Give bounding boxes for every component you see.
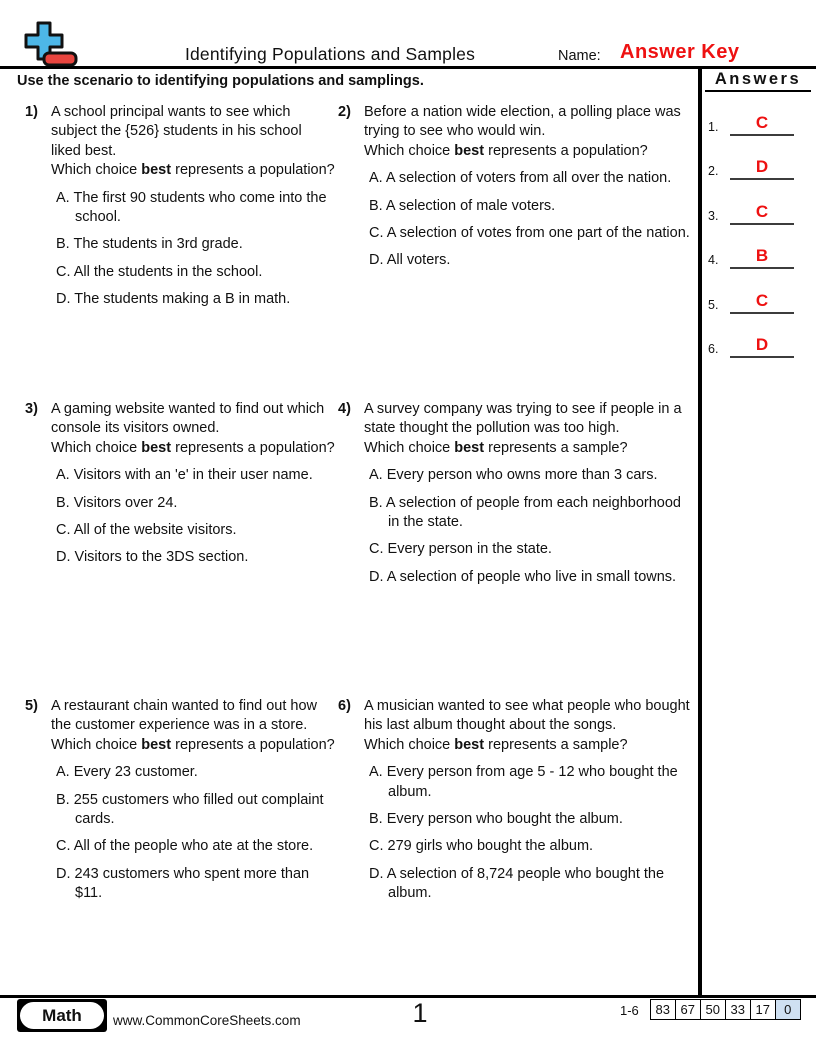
- question-number: 6): [338, 698, 351, 714]
- choice-b: B. Every person who bought the album.: [369, 811, 623, 828]
- prompt-post: represents a sample?: [484, 736, 628, 753]
- question-number: 3): [25, 401, 38, 417]
- choice-list: [364, 763, 696, 903]
- score-range-label: 1-6: [620, 1003, 639, 1018]
- choice-c: C. All of the people who ate at the store.: [56, 838, 314, 855]
- score-strip: [651, 999, 801, 1020]
- prompt-post: represents a population?: [171, 439, 335, 456]
- choice-b: B. The students in 3rd grade.: [56, 236, 243, 253]
- answer-item-5: [708, 290, 794, 314]
- score-cell: 50: [700, 999, 727, 1020]
- question-number: 2): [338, 104, 351, 120]
- answer-number: 3.: [708, 209, 719, 223]
- question-2: [338, 103, 697, 400]
- prompt-bold: best: [141, 439, 172, 456]
- choice-d: D. 243 customers who spent more than $11.: [56, 865, 310, 902]
- math-brand-label: Math: [20, 1002, 104, 1029]
- score-cell: 33: [725, 999, 752, 1020]
- choice-a: A. Every person who owns more than 3 cars.: [369, 467, 658, 484]
- question-prompt: [51, 736, 335, 755]
- question-scenario: A school principal wants to see which subject the {526} students in his school liked best.: [51, 104, 302, 159]
- question-scenario: Before a nation wide election, a polling place was trying to see who would win.: [364, 104, 681, 140]
- choice-c: C. All the students in the school.: [56, 263, 263, 280]
- answer-item-1: [708, 112, 794, 136]
- question-3: [25, 400, 338, 697]
- answer-number: 6.: [708, 342, 719, 356]
- answer-letter: D: [730, 156, 794, 180]
- question-scenario: A gaming website wanted to find out which console its visitors owned.: [51, 401, 325, 437]
- answer-number: 1.: [708, 120, 719, 134]
- name-value-answer-key: Answer Key: [620, 41, 740, 63]
- choice-list: [364, 466, 696, 587]
- answer-letter: B: [730, 245, 794, 269]
- prompt-pre: Which choice: [51, 439, 142, 456]
- choice-d: D. A selection of people who live in small towns.: [369, 568, 677, 585]
- choice-list: [364, 169, 696, 271]
- question-prompt: [364, 736, 696, 755]
- prompt-pre: Which choice: [51, 162, 142, 179]
- choice-list: [51, 466, 335, 568]
- choice-list: [51, 763, 335, 903]
- choice-list: [51, 189, 335, 310]
- question-number: 5): [25, 698, 38, 714]
- choice-a: A. A selection of voters from all over the nation.: [369, 170, 672, 187]
- choice-d: D. The students making a B in math.: [56, 291, 291, 308]
- prompt-pre: Which choice: [364, 439, 455, 456]
- prompt-bold: best: [454, 439, 485, 456]
- page-number: 1: [412, 998, 428, 1028]
- choice-c: C. 279 girls who bought the album.: [369, 838, 594, 855]
- question-6: [338, 697, 697, 912]
- choice-a: A. Every 23 customer.: [56, 764, 198, 781]
- choice-c: C. Every person in the state.: [369, 541, 552, 558]
- header-rule: [0, 66, 816, 69]
- choice-d: D. All voters.: [369, 252, 451, 269]
- score-cell: 17: [750, 999, 777, 1020]
- prompt-bold: best: [454, 142, 485, 159]
- choice-d: D. Visitors to the 3DS section.: [56, 549, 249, 566]
- answer-item-6: [708, 334, 794, 358]
- page-title: Identifying Populations and Samples: [184, 44, 476, 64]
- question-prompt: [51, 439, 335, 458]
- question-1: [25, 103, 338, 400]
- question-prompt: [51, 161, 335, 180]
- prompt-pre: Which choice: [364, 736, 455, 753]
- choice-a: A. The first 90 students who come into the school.: [56, 189, 327, 226]
- score-cell-highlighted: 0: [775, 999, 802, 1020]
- question-5: [25, 697, 338, 912]
- prompt-bold: best: [454, 736, 485, 753]
- prompt-post: represents a sample?: [484, 439, 628, 456]
- choice-c: C. All of the website visitors.: [56, 522, 237, 539]
- instruction-text: Use the scenario to identifying populations and samplings.: [17, 73, 424, 89]
- choice-a: A. Every person from age 5 - 12 who bought the album.: [369, 764, 678, 800]
- question-prompt: [364, 142, 696, 161]
- prompt-bold: best: [141, 162, 172, 179]
- score-cell: 67: [675, 999, 702, 1020]
- answers-title: Answers: [705, 70, 811, 92]
- question-scenario: A restaurant chain wanted to find out how the customer experience was in a store.: [51, 698, 318, 734]
- prompt-post: represents a population?: [484, 142, 648, 159]
- prompt-pre: Which choice: [364, 142, 455, 159]
- answer-letter: C: [730, 290, 794, 314]
- choice-d: D. A selection of 8,724 people who bought the album.: [369, 865, 665, 902]
- prompt-post: represents a population?: [171, 162, 335, 179]
- choice-b: B. A selection of people from each neighborhood in the state.: [369, 494, 681, 531]
- question-prompt: [364, 439, 696, 458]
- answer-letter: C: [730, 201, 794, 225]
- answer-item-4: [708, 245, 794, 269]
- answer-number: 5.: [708, 298, 719, 312]
- name-label: Name:: [558, 48, 601, 64]
- prompt-pre: Which choice: [51, 736, 142, 753]
- prompt-bold: best: [141, 736, 172, 753]
- choice-b: B. Visitors over 24.: [56, 494, 178, 511]
- question-scenario: A musician wanted to see what people who bought his last album thought about the songs.: [364, 698, 690, 734]
- question-scenario: A survey company was trying to see if people in a state thought the pollution was too high.: [364, 401, 682, 437]
- answer-number: 2.: [708, 164, 719, 178]
- choice-b: B. A selection of male voters.: [369, 197, 556, 214]
- question-number: 1): [25, 104, 38, 120]
- choice-c: C. A selection of votes from one part of the nation.: [369, 225, 690, 242]
- score-cell: 83: [650, 999, 677, 1020]
- choice-b: B. 255 customers who filled out complaint cards.: [56, 791, 324, 828]
- answers-panel-divider: [698, 69, 702, 997]
- answer-number: 4.: [708, 253, 719, 267]
- answer-letter: D: [730, 334, 794, 358]
- answer-letter: C: [730, 112, 794, 136]
- question-4: [338, 400, 697, 697]
- prompt-post: represents a population?: [171, 736, 335, 753]
- site-url: www.CommonCoreSheets.com: [113, 1013, 301, 1028]
- math-brand-badge: [17, 999, 107, 1032]
- choice-a: A. Visitors with an 'e' in their user name.: [56, 467, 313, 484]
- question-number: 4): [338, 401, 351, 417]
- questions-grid: [25, 103, 697, 912]
- answer-item-2: [708, 156, 794, 180]
- answer-item-3: [708, 201, 794, 225]
